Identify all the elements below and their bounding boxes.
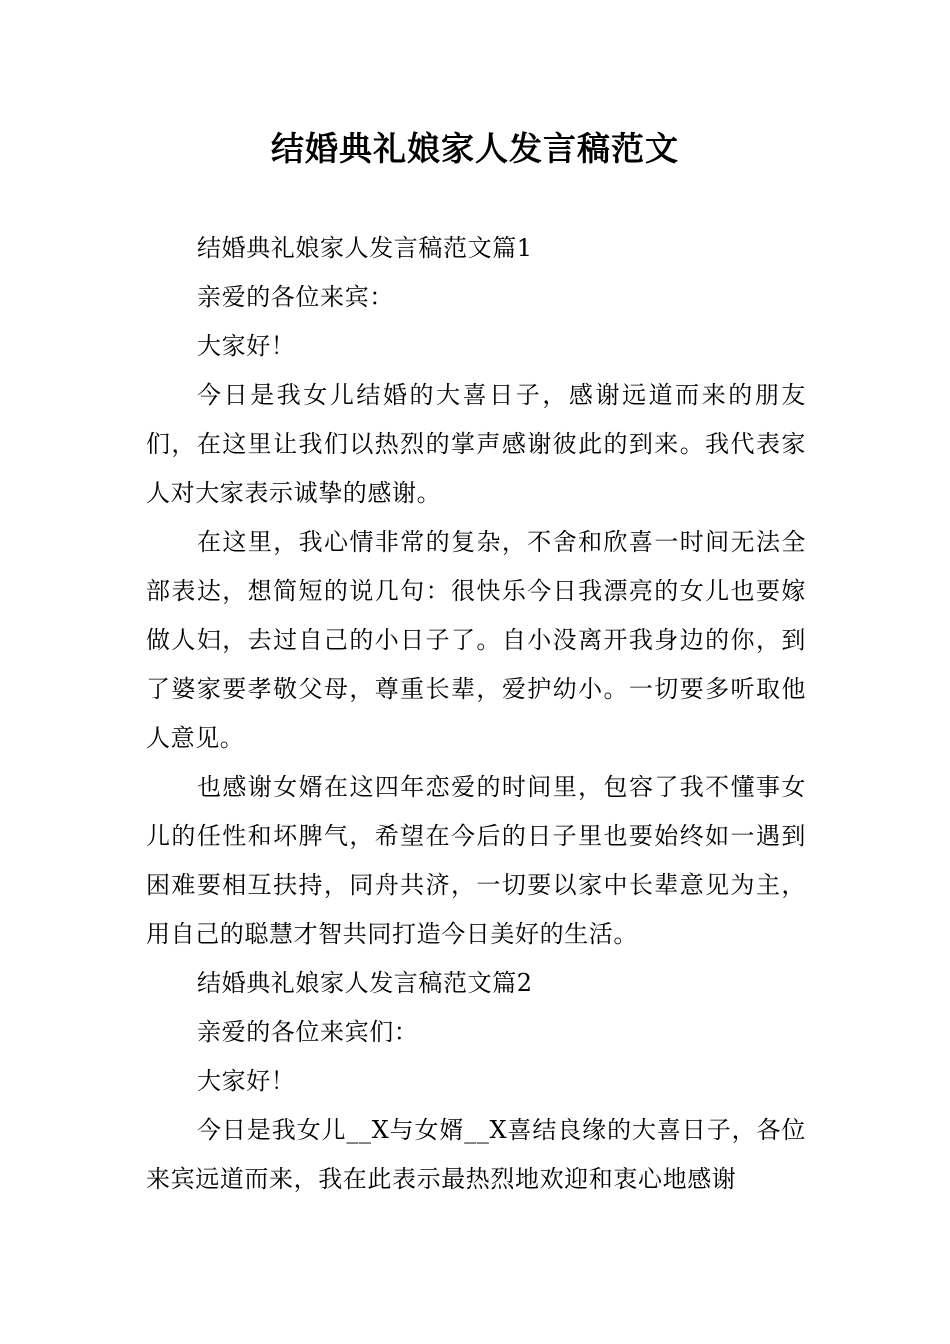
- section-heading-2: 结婚典礼娘家人发言稿范文篇2: [197, 969, 533, 997]
- document-title: 结婚典礼娘家人发言稿范文: [271, 129, 679, 168]
- body-paragraph: 也感谢女婿在这四年恋爱的时间里，包容了我不懂事女儿的任性和坏脾气，希望在今后的日子里也要始终如一遇到困难要相互扶持，同舟共济，一切要以家中长辈意见为主，用自己的聪慧才智共同打造今日美好的生活。: [146, 773, 806, 948]
- salutation-paragraph: 亲爱的各位来宾们：: [197, 1018, 419, 1046]
- body-paragraph: 在这里，我心情非常的复杂，不舍和欣喜一时间无法全部表达，想简短的说几句：很快乐今日我漂亮的女儿也要嫁做人妇，去过自己的小日子了。自小没离开我身边的你，到了婆家要孝敬父母，尊重长辈，爱护幼小。一切要多听取他人意见。: [146, 528, 806, 752]
- body-paragraph: 今日是我女儿__X与女婿__X喜结良缘的大喜日子，各位来宾远道而来，我在此表示最热烈地欢迎和衷心地感谢: [146, 1116, 806, 1193]
- greeting-paragraph: 大家好！: [197, 332, 296, 360]
- document-body: [146, 224, 806, 1204]
- salutation-paragraph: 亲爱的各位来宾：: [197, 283, 394, 311]
- section-heading-1: 结婚典礼娘家人发言稿范文篇1: [197, 234, 533, 262]
- greeting-paragraph: 大家好！: [197, 1067, 296, 1095]
- body-paragraph: 今日是我女儿结婚的大喜日子，感谢远道而来的朋友们，在这里让我们以热烈的掌声感谢彼此的到来。我代表家人对大家表示诚挚的感谢。: [146, 381, 806, 507]
